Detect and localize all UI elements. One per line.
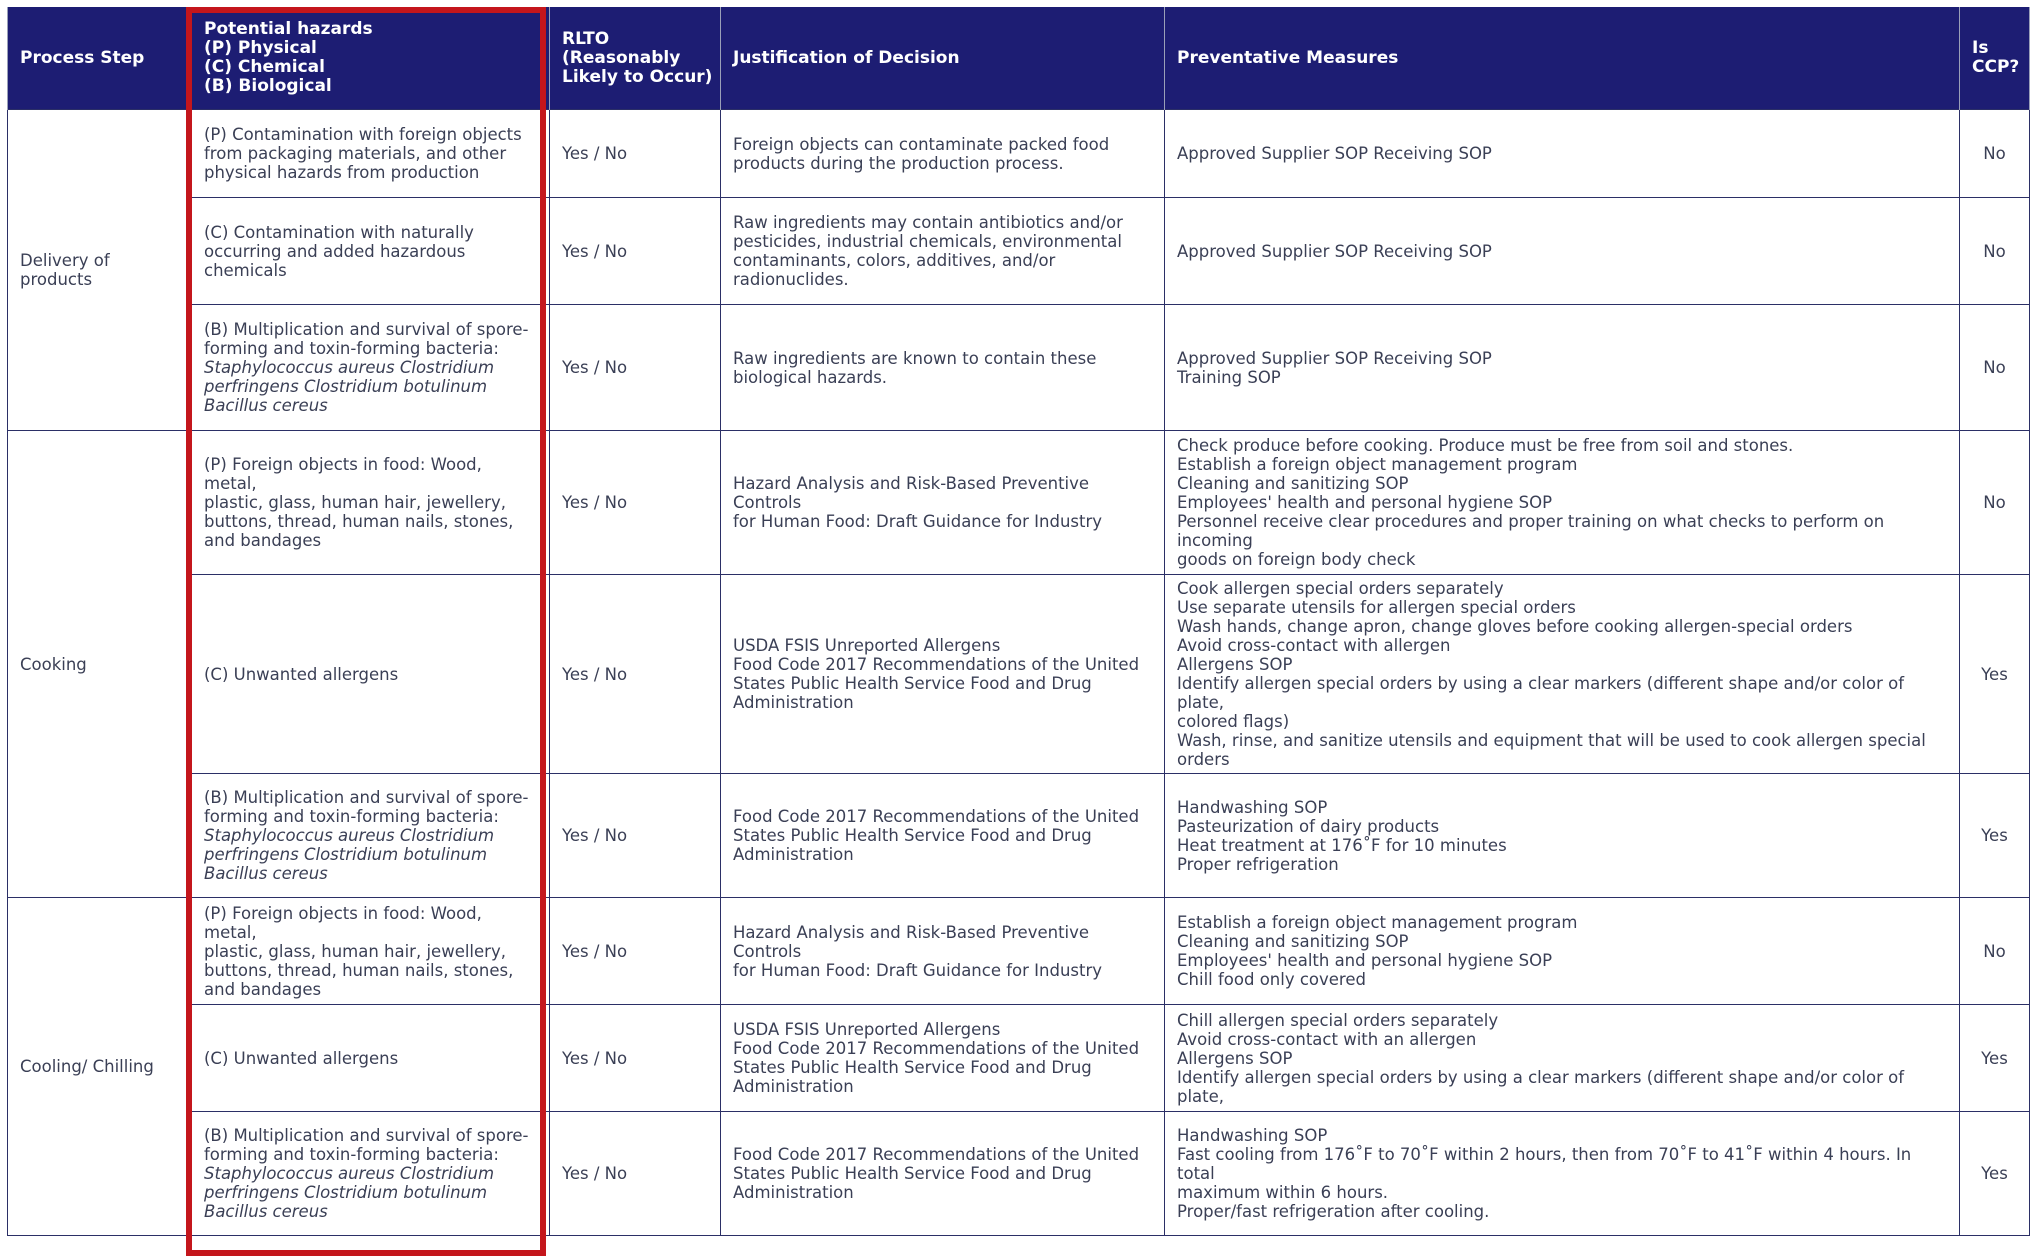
cell-text-line: buttons, thread, human nails, stones,	[204, 512, 514, 531]
header-process-step	[8, 7, 192, 110]
rlto-value: Yes / No	[562, 1048, 628, 1068]
cell-text-line: Raw ingredients are known to contain these	[733, 348, 1097, 368]
cell-text-line: Administration	[733, 845, 854, 864]
header-label: Potential hazards	[204, 19, 373, 39]
cell-text-line: forming and toxin-forming bacteria:	[204, 1145, 499, 1164]
cell-text-line: Proper refrigeration	[1177, 854, 1339, 874]
ccp-value: Yes	[1981, 1048, 2008, 1068]
justification-cell	[721, 774, 1165, 898]
cell-text-line: maximum within 6 hours.	[1177, 1183, 1389, 1202]
cell-text-line: for Human Food: Draft Guidance for Industry	[733, 960, 1103, 980]
cell-text-line: Cook allergen special orders separately	[1177, 579, 1504, 598]
organism-names: perfringens Clostridium botulinum	[204, 845, 488, 864]
header-potential-hazards	[192, 7, 550, 110]
cell-text-line: Chill allergen special orders separately	[1177, 1010, 1499, 1030]
rlto-value: Yes / No	[562, 358, 628, 377]
organism-names: Staphylococcus aureus Clostridium	[204, 826, 495, 845]
header-row	[8, 7, 2030, 110]
ccp-cell	[1960, 431, 2030, 575]
rlto-cell	[550, 431, 721, 575]
cell-text-line: and bandages	[204, 979, 322, 999]
hazard-cell	[192, 305, 550, 431]
cell-text-line: Handwashing SOP	[1177, 1126, 1328, 1145]
cell-text-line: Employees' health and personal hygiene SOP	[1177, 951, 1553, 970]
process-step-cell	[8, 110, 192, 431]
rlto-value: Yes / No	[562, 941, 628, 961]
cell-text-line: goods on foreign body check	[1177, 550, 1416, 569]
preventative-measures-cell	[1165, 110, 1960, 198]
cell-text-line: Allergens SOP	[1177, 655, 1293, 674]
organism-names: perfringens Clostridium botulinum	[204, 377, 488, 396]
header-rlto	[550, 7, 721, 110]
cell-text-line: Administration	[733, 1183, 854, 1202]
hazard-cell	[192, 431, 550, 575]
cell-text-line: Cleaning and sanitizing SOP	[1177, 932, 1409, 951]
cell-text-line: (C) Contamination with naturally	[204, 222, 474, 242]
cell-text-line: physical hazards from production	[204, 163, 480, 182]
cell-text-line: Wash hands, change apron, change gloves before cooking allergen-special orders	[1177, 617, 1853, 636]
cell-text-line: Proper/fast refrigeration after cooling.	[1177, 1202, 1490, 1221]
table-row	[8, 898, 2030, 1005]
ccp-cell	[1960, 198, 2030, 305]
organism-names: Bacillus cereus	[204, 1202, 328, 1221]
cell-text-line: Foreign objects can contaminate packed food	[733, 134, 1110, 154]
ccp-cell	[1960, 305, 2030, 431]
table-row	[8, 305, 2030, 431]
cell-text-line: Food Code 2017 Recommendations of the United	[733, 1039, 1140, 1058]
table-row	[8, 1005, 2030, 1112]
justification-cell	[721, 898, 1165, 1005]
cell-text-line: Use separate utensils for allergen special orders	[1177, 598, 1576, 617]
cell-text-line: Establish a foreign object management program	[1177, 455, 1578, 474]
rlto-value: Yes / No	[562, 826, 628, 845]
process-step-cell	[8, 431, 192, 898]
organism-names: Staphylococcus aureus Clostridium	[204, 1164, 495, 1183]
cell-text-line: (P) Contamination with foreign objects	[204, 125, 522, 144]
ccp-value: No	[1983, 144, 2006, 163]
cell-text-line: Delivery of	[20, 251, 110, 270]
cell-text-line: forming and toxin-forming bacteria:	[204, 339, 499, 358]
rlto-value: Yes / No	[562, 241, 628, 261]
header-label: Is	[1972, 38, 1989, 58]
header-label: RLTO	[562, 28, 610, 49]
rlto-value: Yes / No	[562, 493, 628, 512]
organism-names: Staphylococcus aureus Clostridium	[204, 358, 495, 377]
ccp-cell	[1960, 1112, 2030, 1236]
table-row	[8, 575, 2030, 774]
cell-text-line: radionuclides.	[733, 270, 849, 289]
cell-text-line: plastic, glass, human hair, jewellery,	[204, 493, 506, 512]
ccp-value: Yes	[1981, 664, 2008, 684]
table-body	[8, 110, 2030, 1236]
organism-names: Bacillus cereus	[204, 864, 328, 883]
cell-text-line: Cooking	[20, 654, 87, 674]
cell-text-line: (C) Unwanted allergens	[204, 664, 399, 684]
header-label: (P) Physical	[204, 38, 317, 58]
cell-text-line: Establish a foreign object management program	[1177, 913, 1578, 932]
preventative-measures-cell	[1165, 774, 1960, 898]
table-row	[8, 774, 2030, 898]
ccp-cell	[1960, 898, 2030, 1005]
hazard-cell	[192, 1112, 550, 1236]
haccp-hazard-table	[7, 7, 2030, 1236]
rlto-value: Yes / No	[562, 1164, 628, 1183]
rlto-value: Yes / No	[562, 664, 628, 684]
cell-text-line: (B) Multiplication and survival of spore-	[204, 320, 529, 339]
hazard-cell	[192, 110, 550, 198]
cell-text-line: Administration	[733, 693, 854, 712]
cell-text-line: Wash, rinse, and sanitize utensils and equipment that will be used to cook allergen special	[1177, 731, 1926, 750]
organism-names: perfringens Clostridium botulinum	[204, 1183, 488, 1202]
cell-text-line: USDA FSIS Unreported Allergens	[733, 636, 1001, 655]
cell-text-line: colored flags)	[1177, 712, 1290, 731]
cell-text-line: Approved Supplier SOP Receiving SOP	[1177, 241, 1492, 261]
header-is-ccp	[1960, 7, 2030, 110]
cell-text-line: (P) Foreign objects in food: Wood, metal,	[204, 903, 482, 942]
cell-text-line: Heat treatment at 176˚F for 10 minutes	[1177, 835, 1507, 855]
ccp-value: Yes	[1981, 826, 2008, 845]
cell-text-line: Identify allergen special orders by using a clear markers (different shape and/or color of plate,	[1177, 1067, 1905, 1106]
cell-text-line: Fast cooling from 176˚F to 70˚F within 2 hours, then from 70˚F to 41˚F within 4 hours. In total	[1177, 1145, 1912, 1183]
cell-text-line: Chill food only covered	[1177, 970, 1366, 989]
cell-text-line: plastic, glass, human hair, jewellery,	[204, 941, 506, 961]
ccp-cell	[1960, 575, 2030, 774]
table-row	[8, 198, 2030, 305]
cell-text-line: Cleaning and sanitizing SOP	[1177, 474, 1409, 493]
ccp-value: No	[1983, 941, 2006, 961]
cell-text-line: and bandages	[204, 531, 322, 550]
preventative-measures-cell	[1165, 1112, 1960, 1236]
cell-text-line: Personnel receive clear procedures and proper training on what checks to perform on incoming	[1177, 512, 1885, 550]
cell-text-line: Hazard Analysis and Risk-Based Preventive Controls	[733, 922, 1090, 961]
rlto-cell	[550, 575, 721, 774]
ccp-value: No	[1983, 358, 2006, 377]
cell-text-line: States Public Health Service Food and Drug	[733, 1164, 1092, 1183]
hazard-cell	[192, 898, 550, 1005]
header-justification	[721, 7, 1165, 110]
justification-cell	[721, 431, 1165, 575]
cell-text-line: Approved Supplier SOP Receiving SOP	[1177, 144, 1492, 163]
cell-text-line: Identify allergen special orders by using a clear markers (different shape and/or color of plate,	[1177, 674, 1905, 712]
cell-text-line: biological hazards.	[733, 367, 888, 387]
preventative-measures-cell	[1165, 1005, 1960, 1112]
ccp-value: No	[1983, 493, 2006, 512]
rlto-cell	[550, 305, 721, 431]
preventative-measures-cell	[1165, 898, 1960, 1005]
header-label: Preventative Measures	[1177, 47, 1399, 68]
header-label: Likely to Occur)	[562, 66, 713, 87]
process-step-cell	[8, 898, 192, 1236]
header-label: CCP?	[1972, 57, 2020, 77]
cell-text-line: Employees' health and personal hygiene SOP	[1177, 493, 1553, 512]
cell-text-line: pesticides, industrial chemicals, environmental	[733, 232, 1122, 251]
justification-cell	[721, 1005, 1165, 1112]
cell-text-line: States Public Health Service Food and Drug	[733, 674, 1092, 693]
cell-text-line: Handwashing SOP	[1177, 797, 1328, 817]
cell-text-line: products during the production process.	[733, 153, 1064, 173]
preventative-measures-cell	[1165, 431, 1960, 575]
ccp-cell	[1960, 1005, 2030, 1112]
cell-text-line: (B) Multiplication and survival of spore-	[204, 788, 529, 807]
cell-text-line: products	[20, 270, 93, 289]
cell-text-line: orders	[1177, 750, 1230, 769]
cell-text-line: (C) Unwanted allergens	[204, 1048, 399, 1068]
rlto-value: Yes / No	[562, 144, 628, 163]
rlto-cell	[550, 198, 721, 305]
cell-text-line: Food Code 2017 Recommendations of the United	[733, 807, 1140, 826]
cell-text-line: Avoid cross-contact with allergen	[1177, 636, 1451, 655]
header-preventative-measures	[1165, 7, 1960, 110]
justification-cell	[721, 305, 1165, 431]
cell-text-line: Avoid cross-contact with an allergen	[1177, 1029, 1477, 1049]
header-label: Process Step	[20, 47, 145, 68]
cell-text-line: Hazard Analysis and Risk-Based Preventive Controls	[733, 474, 1090, 512]
ccp-value: No	[1983, 241, 2006, 261]
hazard-cell	[192, 1005, 550, 1112]
cell-text-line: Administration	[733, 1077, 854, 1096]
cell-text-line: (P) Foreign objects in food: Wood, metal,	[204, 455, 482, 493]
header-label: (C) Chemical	[204, 57, 325, 77]
rlto-cell	[550, 1112, 721, 1236]
cell-text-line: Pasteurization of dairy products	[1177, 816, 1440, 836]
rlto-cell	[550, 898, 721, 1005]
cell-text-line: (B) Multiplication and survival of spore-	[204, 1126, 529, 1145]
hazard-cell	[192, 774, 550, 898]
cell-text-line: Food Code 2017 Recommendations of the United	[733, 1145, 1140, 1164]
cell-text-line: buttons, thread, human nails, stones,	[204, 960, 514, 980]
cell-text-line: States Public Health Service Food and Drug	[733, 1058, 1092, 1077]
preventative-measures-cell	[1165, 198, 1960, 305]
cell-text-line: occurring and added hazardous	[204, 241, 466, 261]
header-label: Justification of Decision	[733, 47, 960, 68]
ccp-cell	[1960, 774, 2030, 898]
justification-cell	[721, 110, 1165, 198]
cell-text-line: Cooling/ Chilling	[20, 1057, 154, 1076]
cell-text-line: for Human Food: Draft Guidance for Industry	[733, 512, 1103, 531]
table-row	[8, 1112, 2030, 1236]
justification-cell	[721, 575, 1165, 774]
table-header	[8, 7, 2030, 110]
cell-text-line: chemicals	[204, 260, 287, 280]
cell-text-line: from packaging materials, and other	[204, 144, 507, 163]
cell-text-line: Food Code 2017 Recommendations of the United	[733, 655, 1140, 674]
ccp-value: Yes	[1981, 1164, 2008, 1183]
header-label: (B) Biological	[204, 76, 332, 96]
table-row	[8, 431, 2030, 575]
hazard-cell	[192, 575, 550, 774]
rlto-cell	[550, 774, 721, 898]
preventative-measures-cell	[1165, 305, 1960, 431]
ccp-cell	[1960, 110, 2030, 198]
cell-text-line: Allergens SOP	[1177, 1048, 1293, 1068]
hazard-cell	[192, 198, 550, 305]
cell-text-line: forming and toxin-forming bacteria:	[204, 807, 499, 826]
cell-text-line: USDA FSIS Unreported Allergens	[733, 1020, 1001, 1039]
cell-text-line: Raw ingredients may contain antibiotics and/or	[733, 213, 1123, 232]
preventative-measures-cell	[1165, 575, 1960, 774]
rlto-cell	[550, 110, 721, 198]
cell-text-line: States Public Health Service Food and Drug	[733, 826, 1092, 845]
cell-text-line: contaminants, colors, additives, and/or	[733, 251, 1056, 270]
justification-cell	[721, 1112, 1165, 1236]
table-row	[8, 110, 2030, 198]
cell-text-line: Training SOP	[1177, 367, 1281, 387]
header-label: (Reasonably	[562, 47, 681, 68]
cell-text-line: Approved Supplier SOP Receiving SOP	[1177, 348, 1492, 368]
rlto-cell	[550, 1005, 721, 1112]
justification-cell	[721, 198, 1165, 305]
cell-text-line: Check produce before cooking. Produce must be free from soil and stones.	[1177, 436, 1794, 455]
organism-names: Bacillus cereus	[204, 396, 328, 415]
